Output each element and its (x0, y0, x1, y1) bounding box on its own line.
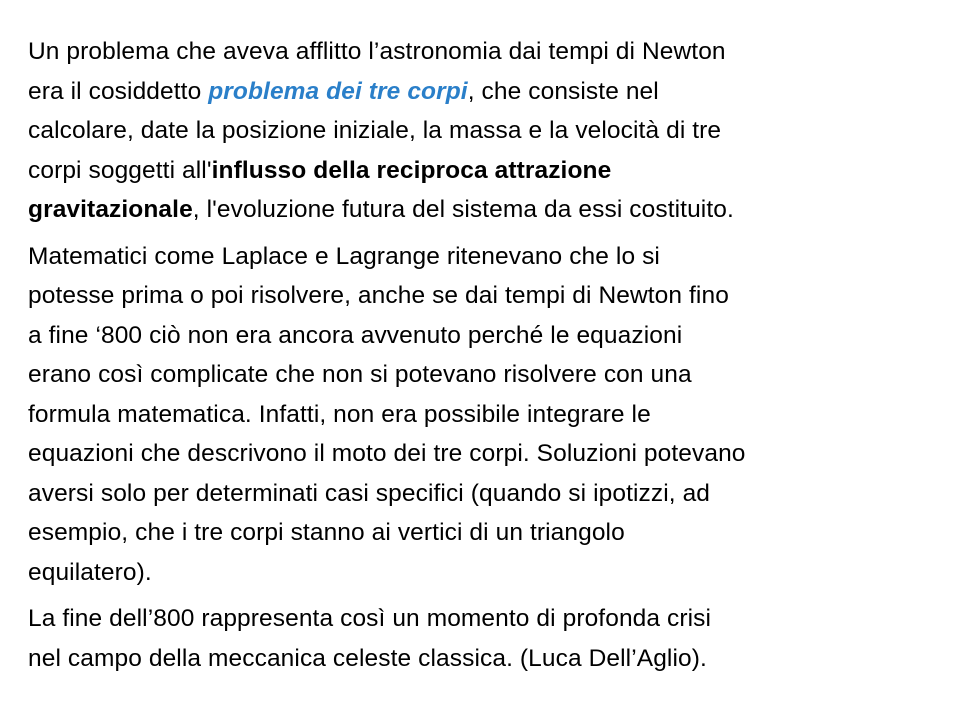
text-run: formula matematica. Infatti, non era possibile integrare le (28, 400, 651, 428)
text-line (28, 190, 938, 230)
bold-phrase: influsso della reciproca attrazione (211, 156, 612, 184)
text-run: era il cosiddetto (28, 77, 209, 105)
text-run: corpi soggetti all' (28, 156, 212, 184)
text-run: equilatero). (28, 558, 152, 586)
text-line (28, 32, 938, 72)
text-line (28, 395, 938, 435)
text-line (28, 276, 938, 316)
text-line (28, 316, 938, 356)
text-line (28, 355, 938, 395)
text-line (28, 553, 938, 593)
text-line (28, 237, 938, 277)
bold-phrase: gravitazionale (28, 196, 193, 223)
text-line (28, 639, 938, 679)
text-line (28, 474, 938, 514)
text-run: equazioni che descrivono il moto dei tre corpi. Soluzioni potevano (28, 440, 746, 467)
text-run: esempio, che i tre corpi stanno ai vertici di un triangolo (28, 519, 625, 546)
text-line (28, 599, 938, 639)
text-run: aversi solo per determinati casi specifici (quando si ipotizzi, ad (28, 479, 711, 507)
text-run: Un problema che aveva afflitto l’astronomia dai tempi di Newton (28, 38, 726, 65)
text-run: potesse prima o poi risolvere, anche se dai tempi di Newton fino (28, 282, 729, 309)
text-run: a fine ‘800 ciò non era ancora avvenuto perché le equazioni (28, 321, 683, 349)
text-run: nel campo della meccanica celeste classica. (Luca Dell’Aglio). (28, 644, 707, 672)
text-run: , che consiste nel (467, 77, 659, 105)
paragraph-crisis (28, 599, 938, 678)
text-line (28, 434, 938, 474)
text-line (28, 111, 938, 151)
text-line (28, 72, 938, 112)
text-line (28, 151, 938, 191)
paragraph-three-body-problem (28, 32, 938, 230)
highlight-term: problema dei tre corpi (208, 77, 468, 105)
paragraph-laplace-lagrange (28, 237, 938, 593)
text-run: La fine dell’800 rappresenta così un momento di profonda crisi (28, 605, 712, 632)
text-run: Matematici come Laplace e Lagrange ritenevano che lo si (28, 242, 660, 270)
text-run: calcolare, date la posizione iniziale, la massa e la velocità di tre (28, 117, 722, 144)
slide-body (28, 32, 938, 678)
text-run: , l'evoluzione futura del sistema da essi costituito. (192, 196, 734, 223)
text-line (28, 513, 938, 553)
text-run: erano così complicate che non si potevano risolvere con una (28, 361, 692, 388)
